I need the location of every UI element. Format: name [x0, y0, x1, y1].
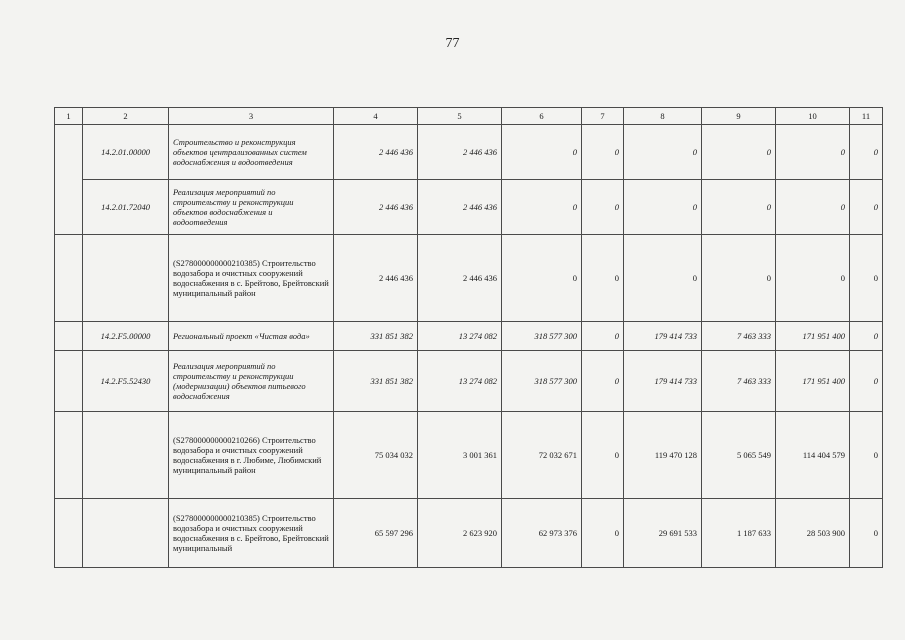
value-cell: 179 414 733	[624, 351, 702, 412]
name-cell: (S278000000000210385) Строительство водозабора и очистных сооружений водоснабжения в с. Брейтово, Брейтовский муниципальный район	[169, 235, 334, 322]
value-cell: 62 973 376	[502, 499, 582, 568]
code-cell: 14.2.01.72040	[83, 180, 169, 235]
value-cell: 65 597 296	[334, 499, 418, 568]
column-header: 11	[850, 108, 883, 125]
value-cell: 2 446 436	[418, 180, 502, 235]
name-cell: Региональный проект «Чистая вода»	[169, 322, 334, 351]
value-cell: 119 470 128	[624, 412, 702, 499]
value-cell: 72 032 671	[502, 412, 582, 499]
value-cell: 0	[850, 499, 883, 568]
value-cell: 0	[582, 125, 624, 180]
value-cell: 0	[850, 351, 883, 412]
table-row	[55, 125, 883, 180]
value-cell: 0	[582, 180, 624, 235]
column-header: 6	[502, 108, 582, 125]
value-cell: 5 065 549	[702, 412, 776, 499]
name-cell: Реализация мероприятий по строительству и реконструкции (модернизации) объектов питьевого водоснабжения	[169, 351, 334, 412]
value-cell: 2 446 436	[334, 125, 418, 180]
value-cell: 171 951 400	[776, 351, 850, 412]
column-header: 2	[83, 108, 169, 125]
value-cell: 0	[624, 180, 702, 235]
value-cell: 0	[582, 235, 624, 322]
value-cell: 0	[850, 412, 883, 499]
value-cell: 2 446 436	[334, 180, 418, 235]
empty-cell	[55, 322, 83, 351]
empty-cell	[55, 499, 83, 568]
value-cell: 2 446 436	[418, 235, 502, 322]
value-cell: 331 851 382	[334, 351, 418, 412]
value-cell: 0	[502, 235, 582, 322]
column-header: 8	[624, 108, 702, 125]
value-cell: 3 001 361	[418, 412, 502, 499]
budget-table	[54, 107, 883, 568]
page-number: 77	[445, 36, 460, 51]
code-cell	[83, 412, 169, 499]
value-cell: 28 503 900	[776, 499, 850, 568]
value-cell: 318 577 300	[502, 322, 582, 351]
column-header: 5	[418, 108, 502, 125]
value-cell: 0	[776, 180, 850, 235]
column-header: 10	[776, 108, 850, 125]
value-cell: 0	[702, 235, 776, 322]
value-cell: 29 691 533	[624, 499, 702, 568]
empty-cell	[55, 180, 83, 235]
value-cell: 0	[582, 322, 624, 351]
empty-cell	[55, 125, 83, 180]
value-cell: 0	[582, 499, 624, 568]
value-cell: 0	[582, 351, 624, 412]
code-cell: 14.2.01.00000	[83, 125, 169, 180]
empty-cell	[55, 412, 83, 499]
value-cell: 2 446 436	[418, 125, 502, 180]
name-cell: Строительство и реконструкция объектов централизованных систем водоснабжения и водоотведения	[169, 125, 334, 180]
table-row	[55, 499, 883, 568]
value-cell: 7 463 333	[702, 322, 776, 351]
value-cell: 0	[702, 125, 776, 180]
value-cell: 0	[502, 180, 582, 235]
value-cell: 0	[776, 125, 850, 180]
name-cell: (S278000000000210266) Строительство водозабора и очистных сооружений водоснабжения в г. Любиме, Любимский муниципальный район	[169, 412, 334, 499]
value-cell: 0	[776, 235, 850, 322]
empty-cell	[55, 235, 83, 322]
column-header: 4	[334, 108, 418, 125]
table-row	[55, 351, 883, 412]
code-cell	[83, 499, 169, 568]
code-cell: 14.2.F5.00000	[83, 322, 169, 351]
name-cell: Реализация мероприятий по строительству и реконструкции объектов водоснабжения и водоотведения	[169, 180, 334, 235]
value-cell: 0	[624, 235, 702, 322]
value-cell: 2 623 920	[418, 499, 502, 568]
value-cell: 75 034 032	[334, 412, 418, 499]
value-cell: 1 187 633	[702, 499, 776, 568]
value-cell: 0	[502, 125, 582, 180]
value-cell: 331 851 382	[334, 322, 418, 351]
table-row	[55, 180, 883, 235]
value-cell: 171 951 400	[776, 322, 850, 351]
code-cell: 14.2.F5.52430	[83, 351, 169, 412]
value-cell: 13 274 082	[418, 351, 502, 412]
value-cell: 318 577 300	[502, 351, 582, 412]
table-row	[55, 235, 883, 322]
table-row	[55, 322, 883, 351]
column-header: 1	[55, 108, 83, 125]
value-cell: 13 274 082	[418, 322, 502, 351]
value-cell: 0	[850, 125, 883, 180]
column-header: 9	[702, 108, 776, 125]
code-cell	[83, 235, 169, 322]
value-cell: 179 414 733	[624, 322, 702, 351]
empty-cell	[55, 351, 83, 412]
value-cell: 0	[850, 235, 883, 322]
value-cell: 0	[624, 125, 702, 180]
name-cell: (S278000000000210385) Строительство водозабора и очистных сооружений водоснабжения в с. Брейтово, Брейтовский муниципальный	[169, 499, 334, 568]
value-cell: 0	[582, 412, 624, 499]
column-header: 3	[169, 108, 334, 125]
value-cell: 0	[850, 322, 883, 351]
column-header: 7	[582, 108, 624, 125]
value-cell: 7 463 333	[702, 351, 776, 412]
value-cell: 2 446 436	[334, 235, 418, 322]
header-row	[55, 108, 883, 125]
value-cell: 0	[850, 180, 883, 235]
value-cell: 0	[702, 180, 776, 235]
value-cell: 114 404 579	[776, 412, 850, 499]
table-row	[55, 412, 883, 499]
